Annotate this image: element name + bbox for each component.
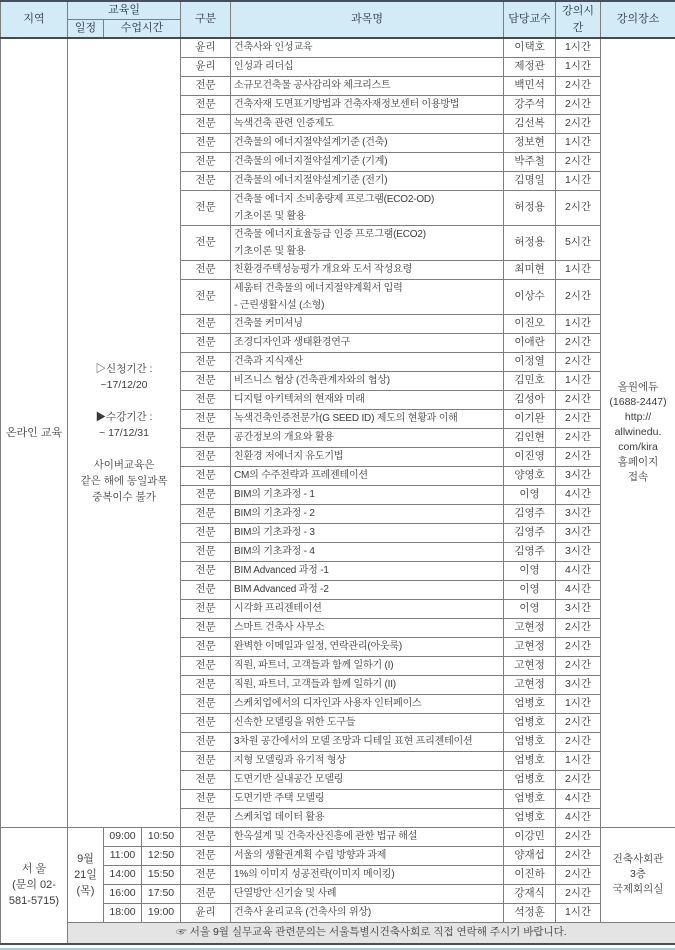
course-hours: 2시간: [556, 447, 601, 466]
course-professor: 허정용: [504, 190, 556, 225]
course-hours: 2시간: [556, 390, 601, 409]
course-hours: 2시간: [556, 656, 601, 675]
course-professor: 백민석: [504, 76, 556, 95]
course-category: 전문: [181, 260, 231, 279]
course-hours: 2시간: [556, 190, 601, 225]
course-category: 전문: [181, 599, 231, 618]
course-subject: 공간정보의 개요와 활용: [231, 428, 504, 447]
session-hours: 2시간: [556, 884, 601, 903]
course-subject: 도면기반 실내공간 모델링: [231, 770, 504, 789]
course-category: 전문: [181, 732, 231, 751]
course-subject: 건축자재 도면표기방법과 건축자재정보센터 이용방법: [231, 95, 504, 114]
course-subject: BIM의 기초과정 - 2: [231, 504, 504, 523]
course-professor: 이영: [504, 580, 556, 599]
course-subject: 세움터 건축물의 에너지절약계획서 입력 - 근린생활시설 (소형): [231, 279, 504, 314]
course-professor: 이상수: [504, 279, 556, 314]
course-professor: 이기완: [504, 409, 556, 428]
course-category: 전문: [181, 466, 231, 485]
course-subject: 도면기반 주택 모델링: [231, 789, 504, 808]
course-professor: 이영: [504, 599, 556, 618]
course-hours: 1시간: [556, 57, 601, 76]
course-hours: 2시간: [556, 95, 601, 114]
session-subject: 한옥설계 및 건축자산진흥에 관한 법규 해설: [231, 827, 504, 846]
course-hours: 2시간: [556, 409, 601, 428]
course-subject: 신속한 모델링을 위한 도구들: [231, 713, 504, 732]
online-location: 올원에듀 (1688-2447) http:// allwinedu. com/kira 홈페이지 접속: [601, 38, 675, 827]
course-professor: 최미현: [504, 260, 556, 279]
seoul-notice: ☞ 서울 9월 실무교육 관련문의는 서울특별시건축사회로 직접 연락해 주시기 바랍니다.: [68, 922, 675, 944]
course-hours: 1시간: [556, 38, 601, 57]
online-schedule-note: ▷신청기간 : ~17/12/20 ▶수강기간 : ~ 17/12/31 사이버교육은 같은 해에 동일과목 중복이수 불가: [68, 38, 181, 827]
course-subject: 건축물의 에너지절약설계기준 (기계): [231, 152, 504, 171]
session-end-time: 19:00: [142, 903, 181, 922]
course-hours: 1시간: [556, 133, 601, 152]
course-category: 전문: [181, 580, 231, 599]
course-hours: 2시간: [556, 114, 601, 133]
course-professor: 김영주: [504, 542, 556, 561]
course-subject: 직원, 파트너, 고객들과 함께 일하기 (I): [231, 656, 504, 675]
course-subject: 3차원 공간에서의 모델 조망과 디테일 표현 프리젠테이션: [231, 732, 504, 751]
seoul-notice-row: [1, 922, 675, 944]
online-course-row: [1, 38, 675, 57]
course-hours: 1시간: [556, 694, 601, 713]
course-professor: 엄병호: [504, 770, 556, 789]
session-hours: 2시간: [556, 865, 601, 884]
course-hours: 2시간: [556, 713, 601, 732]
course-category: 전문: [181, 114, 231, 133]
seoul-session-row: [1, 827, 675, 846]
course-professor: 박주철: [504, 152, 556, 171]
course-hours: 3시간: [556, 523, 601, 542]
course-professor: 이정열: [504, 352, 556, 371]
session-subject: 건축사 윤리교육 (건축사의 위상): [231, 903, 504, 922]
course-category: 윤리: [181, 38, 231, 57]
course-professor: 김명일: [504, 171, 556, 190]
course-subject: 비즈니스 협상 (건축관계자와의 협상): [231, 371, 504, 390]
course-category: 전문: [181, 485, 231, 504]
course-hours: 2시간: [556, 732, 601, 751]
course-subject: 친환경 저에너지 유도기법: [231, 447, 504, 466]
course-professor: 엄병호: [504, 808, 556, 827]
course-category: 전문: [181, 808, 231, 827]
course-professor: 제정관: [504, 57, 556, 76]
course-subject: 인성과 리더십: [231, 57, 504, 76]
course-subject: 친환경주택성능평가 개요와 도서 작성요령: [231, 260, 504, 279]
course-subject: 스케치업에서의 디자인과 사용자 인터페이스: [231, 694, 504, 713]
course-category: 전문: [181, 523, 231, 542]
course-professor: 김민호: [504, 371, 556, 390]
header-subject: 과목명: [231, 1, 504, 38]
course-professor: 강주석: [504, 95, 556, 114]
session-subject: 서울의 생활권계획 수립 방향과 과제: [231, 846, 504, 865]
course-professor: 이애란: [504, 333, 556, 352]
course-category: 전문: [181, 751, 231, 770]
session-end-time: 15:50: [142, 865, 181, 884]
course-category: 전문: [181, 95, 231, 114]
course-hours: 5시간: [556, 225, 601, 260]
course-professor: 양영호: [504, 466, 556, 485]
course-professor: 김성아: [504, 390, 556, 409]
course-category: 전문: [181, 694, 231, 713]
table-header: [1, 1, 675, 38]
course-subject: 건축과 지식재산: [231, 352, 504, 371]
course-professor: 김인현: [504, 428, 556, 447]
course-category: 전문: [181, 770, 231, 789]
session-professor: 석정훈: [504, 903, 556, 922]
header-region: 지역: [1, 1, 68, 38]
course-category: 전문: [181, 352, 231, 371]
session-category: 전문: [181, 865, 231, 884]
session-professor: 강재식: [504, 884, 556, 903]
course-category: 전문: [181, 390, 231, 409]
course-subject: 조경디자인과 생태환경연구: [231, 333, 504, 352]
bottom-accent-line: [0, 948, 675, 950]
course-subject: 건축물 에너지 소비총량제 프로그램(ECO2-OD) 기초이론 및 활용: [231, 190, 504, 225]
course-category: 전문: [181, 447, 231, 466]
course-category: 윤리: [181, 57, 231, 76]
course-hours: 2시간: [556, 152, 601, 171]
session-category: 윤리: [181, 903, 231, 922]
course-subject: BIM의 기초과정 - 4: [231, 542, 504, 561]
course-hours: 4시간: [556, 580, 601, 599]
session-category: 전문: [181, 884, 231, 903]
course-professor: 엄병호: [504, 694, 556, 713]
course-subject: 지형 모델링과 유기적 형상: [231, 751, 504, 770]
header-class-time: 수업시간: [104, 20, 181, 39]
course-subject: 건축물의 에너지절약설계기준 (전기): [231, 171, 504, 190]
course-hours: 1시간: [556, 314, 601, 333]
course-subject: 디지털 아키텍쳐의 현재와 미래: [231, 390, 504, 409]
course-hours: 4시간: [556, 561, 601, 580]
seoul-location: 건축사회관 3층 국제회의실: [601, 827, 675, 922]
course-category: 전문: [181, 675, 231, 694]
course-category: 전문: [181, 618, 231, 637]
course-subject: 녹색건축 관련 인증제도: [231, 114, 504, 133]
course-hours: 2시간: [556, 352, 601, 371]
course-category: 전문: [181, 314, 231, 333]
session-end-time: 12:50: [142, 846, 181, 865]
region-seoul: 서 울 (문의 02- 581-5715): [1, 827, 68, 944]
course-subject: 스마트 건축사 사무소: [231, 618, 504, 637]
session-professor: 이진하: [504, 865, 556, 884]
course-category: 전문: [181, 542, 231, 561]
course-hours: 2시간: [556, 428, 601, 447]
course-professor: 고현정: [504, 675, 556, 694]
session-start-time: 16:00: [104, 884, 142, 903]
course-category: 전문: [181, 428, 231, 447]
course-subject: 시각화 프리젠테이션: [231, 599, 504, 618]
course-category: 전문: [181, 409, 231, 428]
course-subject: 건축물의 에너지절약설계기준 (건축): [231, 133, 504, 152]
course-professor: 김영주: [504, 504, 556, 523]
course-category: 전문: [181, 133, 231, 152]
session-end-time: 17:50: [142, 884, 181, 903]
course-hours: 1시간: [556, 171, 601, 190]
header-edu-date: 교육일: [68, 1, 181, 20]
session-subject: 1%의 이미지 성공전략(이미지 메이킹): [231, 865, 504, 884]
course-hours: 2시간: [556, 770, 601, 789]
course-professor: 엄병호: [504, 751, 556, 770]
session-start-time: 11:00: [104, 846, 142, 865]
course-professor: 이영: [504, 485, 556, 504]
course-category: 전문: [181, 561, 231, 580]
course-subject: CM의 수주전략과 프레젠테이션: [231, 466, 504, 485]
header-location: 강의장소: [601, 1, 675, 38]
seoul-section: [1, 827, 675, 944]
header-category: 구분: [181, 1, 231, 38]
course-professor: 허정용: [504, 225, 556, 260]
course-hours: 2시간: [556, 333, 601, 352]
course-hours: 2시간: [556, 637, 601, 656]
course-professor: 고현정: [504, 656, 556, 675]
course-professor: 김영주: [504, 523, 556, 542]
course-hours: 4시간: [556, 485, 601, 504]
course-hours: 3시간: [556, 466, 601, 485]
course-category: 전문: [181, 152, 231, 171]
course-professor: 엄병호: [504, 789, 556, 808]
course-subject: 스케치업 데이터 활용: [231, 808, 504, 827]
course-category: 전문: [181, 789, 231, 808]
session-start-time: 09:00: [104, 827, 142, 846]
course-subject: 직원, 파트너, 고객들과 함께 일하기 (II): [231, 675, 504, 694]
session-hours: 2시간: [556, 846, 601, 865]
course-professor: 정보현: [504, 133, 556, 152]
course-hours: 2시간: [556, 618, 601, 637]
course-subject: BIM의 기초과정 - 1: [231, 485, 504, 504]
course-category: 전문: [181, 190, 231, 225]
course-subject: BIM Advanced 과정 -1: [231, 561, 504, 580]
course-category: 전문: [181, 279, 231, 314]
course-professor: 이영: [504, 561, 556, 580]
course-subject: BIM Advanced 과정 -2: [231, 580, 504, 599]
course-hours: 2시간: [556, 76, 601, 95]
course-professor: 엄병호: [504, 713, 556, 732]
course-category: 전문: [181, 713, 231, 732]
session-subject: 단열방안 신기술 및 사례: [231, 884, 504, 903]
course-category: 전문: [181, 76, 231, 95]
course-subject: BIM의 기초과정 - 3: [231, 523, 504, 542]
course-category: 전문: [181, 656, 231, 675]
course-subject: 건축사와 인성교육: [231, 38, 504, 57]
course-category: 전문: [181, 637, 231, 656]
course-hours: 4시간: [556, 808, 601, 827]
course-subject: 녹색건축인증전문가(G SEED ID) 제도의 현황과 이해: [231, 409, 504, 428]
course-professor: 엄병호: [504, 732, 556, 751]
course-hours: 3시간: [556, 504, 601, 523]
course-subject: 건축물 커미셔닝: [231, 314, 504, 333]
course-professor: 김선복: [504, 114, 556, 133]
session-category: 전문: [181, 846, 231, 865]
session-start-time: 14:00: [104, 865, 142, 884]
course-category: 전문: [181, 225, 231, 260]
session-category: 전문: [181, 827, 231, 846]
course-hours: 4시간: [556, 789, 601, 808]
course-category: 전문: [181, 171, 231, 190]
session-professor: 이강민: [504, 827, 556, 846]
course-category: 전문: [181, 333, 231, 352]
course-category: 전문: [181, 371, 231, 390]
header-lecture-hours: 강의시간: [556, 1, 601, 38]
course-subject: 완벽한 이메일과 일정, 연락관리(아웃룩): [231, 637, 504, 656]
course-category: 전문: [181, 504, 231, 523]
course-professor: 고현정: [504, 618, 556, 637]
course-professor: 이택호: [504, 38, 556, 57]
seoul-date: 9월 21일 (목): [68, 827, 104, 922]
session-hours: 1시간: [556, 903, 601, 922]
course-subject: 건축물 에너지효율등급 인증 프로그램(ECO2) 기초이론 및 활용: [231, 225, 504, 260]
course-hours: 1시간: [556, 371, 601, 390]
course-professor: 이진오: [504, 314, 556, 333]
region-online: 온라인 교육: [1, 38, 68, 827]
session-hours: 2시간: [556, 827, 601, 846]
course-hours: 2시간: [556, 279, 601, 314]
course-hours: 1시간: [556, 751, 601, 770]
course-professor: 이진영: [504, 447, 556, 466]
header-schedule: 일정: [68, 20, 104, 39]
session-professor: 양재섭: [504, 846, 556, 865]
course-professor: 고현정: [504, 637, 556, 656]
session-start-time: 18:00: [104, 903, 142, 922]
online-section: [1, 38, 675, 827]
course-hours: 1시간: [556, 260, 601, 279]
session-end-time: 10:50: [142, 827, 181, 846]
header-professor: 담당교수: [504, 1, 556, 38]
course-hours: 3시간: [556, 675, 601, 694]
course-subject: 소규모건축물 공사감리와 체크리스트: [231, 76, 504, 95]
course-hours: 3시간: [556, 542, 601, 561]
course-hours: 3시간: [556, 599, 601, 618]
